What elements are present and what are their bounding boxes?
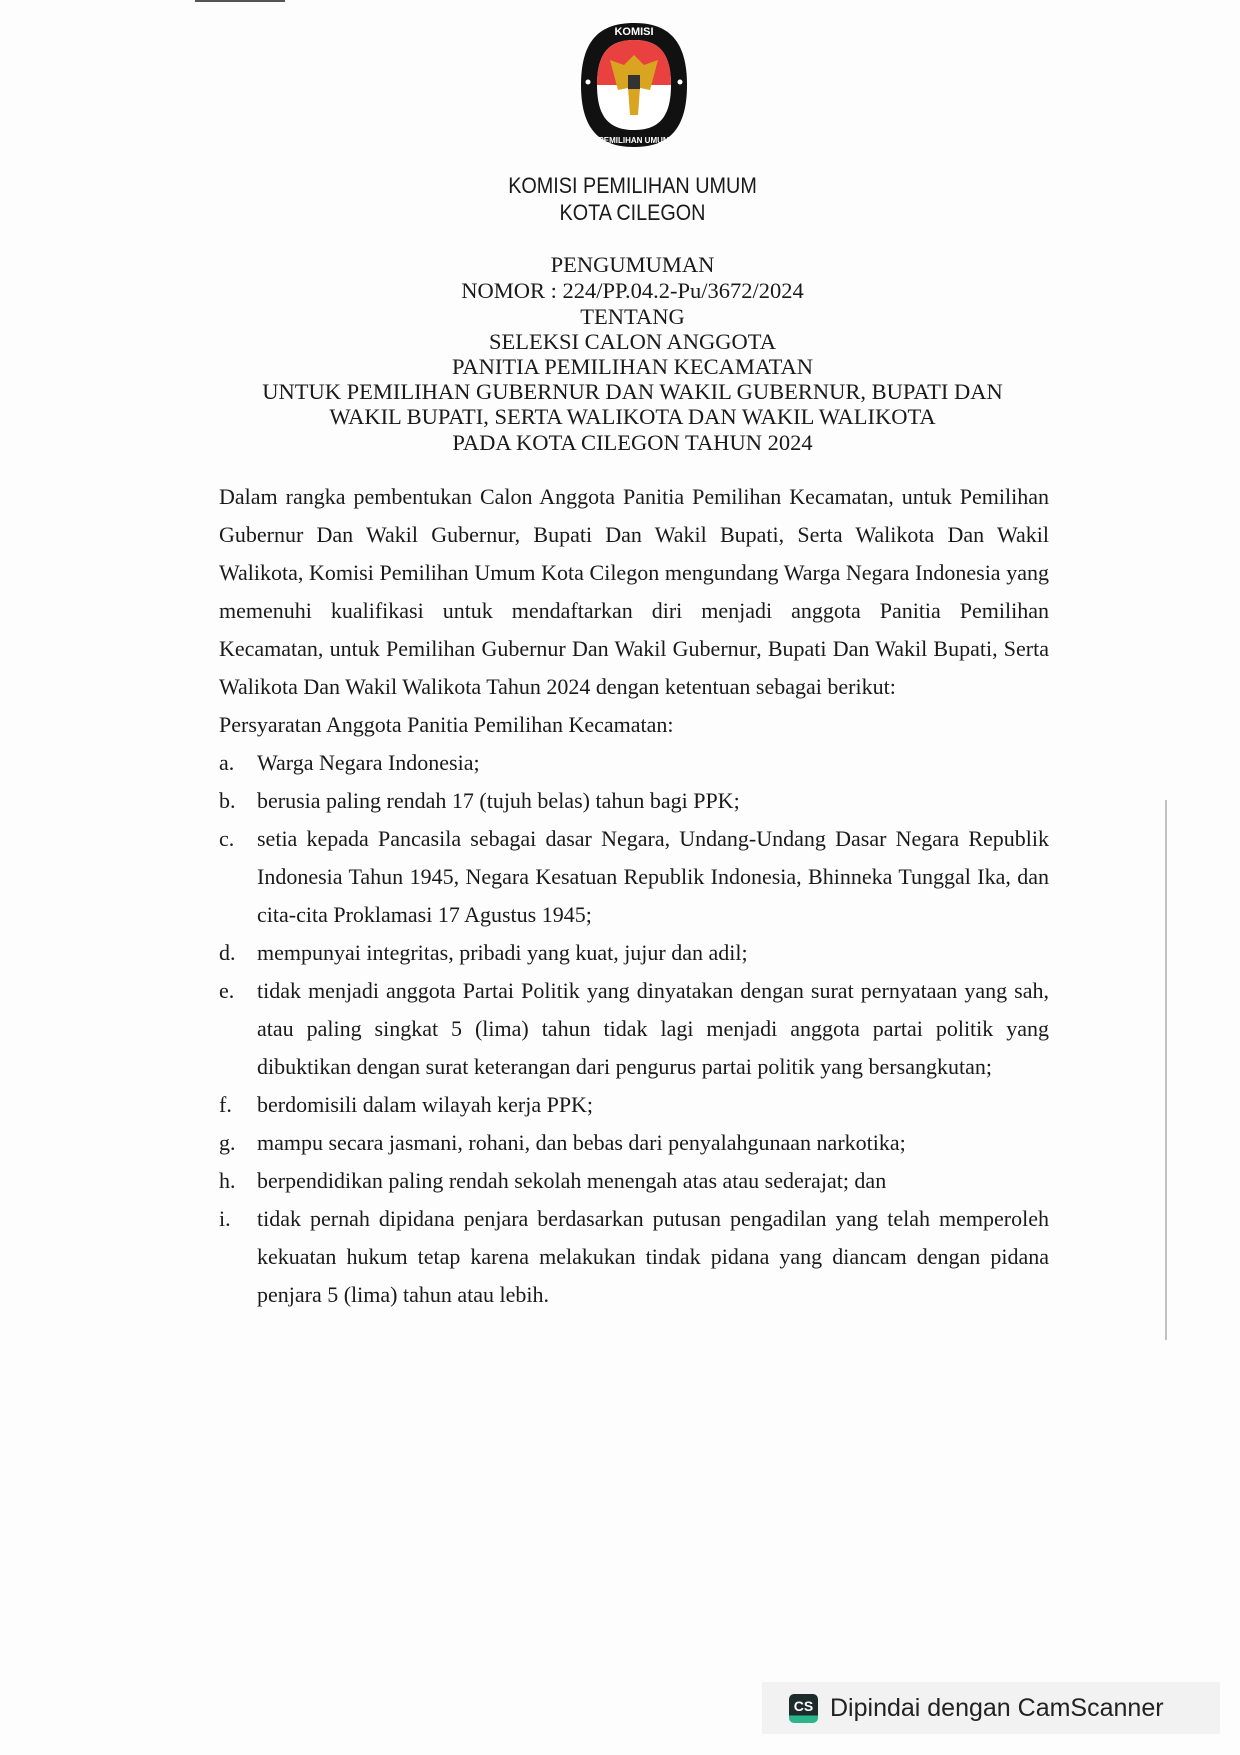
list-item: c. setia kepada Pancasila sebagai dasar Negara, Undang-Undang Dasar Negara Republik Indonesia Tahun 1945, Negara Kesatuan Republik Indonesia, Bhinneka Tunggal Ika, dan cita-cita Proklamasi 17 Agustus 1945;: [219, 826, 1049, 927]
logo-text-top: KOMISI: [614, 26, 654, 38]
list-item: e. tidak menjadi anggota Partai Politik yang dinyatakan dengan surat pernyataan yang sah, atau paling singkat 5 (lima) tahun tidak lagi menjadi anggota partai politik yang dibuktikan dengan surat keterangan dari pengurus partai politik yang bersangkutan;: [219, 978, 1049, 1079]
camscanner-icon: CS: [789, 1694, 818, 1723]
camscanner-watermark: [762, 1682, 1220, 1734]
camscanner-text: Dipindai dengan CamScanner: [830, 1693, 1164, 1722]
logo-text-bottom: PEMILIHAN UMUM: [598, 136, 670, 145]
document-body: [219, 478, 1049, 1314]
scan-edge-mark: [195, 0, 285, 2]
list-item: b. berusia paling rendah 17 (tujuh belas) tahun bagi PPK;: [219, 788, 740, 813]
doc-subject-line: SELEKSI CALON ANGGOTA: [489, 329, 776, 354]
requirements-list: [219, 744, 1049, 1314]
list-item: g. mampu secara jasmani, rohani, dan bebas dari penyalahgunaan narkotika;: [219, 1130, 906, 1155]
org-name: KOMISI PEMILIHAN UMUM: [508, 173, 757, 198]
doc-subject-line: WAKIL BUPATI, SERTA WALIKOTA DAN WAKIL WALIKOTA: [329, 404, 936, 429]
list-item: h. berpendidikan paling rendah sekolah menengah atas atau sederajat; dan: [219, 1168, 887, 1193]
doc-subject-line: PANITIA PEMILIHAN KECAMATAN: [451, 354, 814, 379]
scan-margin-line: [1165, 800, 1167, 1340]
list-item: a. Warga Negara Indonesia;: [219, 750, 480, 775]
doc-subject-line: UNTUK PEMILIHAN GUBERNUR DAN WAKIL GUBERNUR, BUPATI DAN: [262, 379, 1003, 404]
doc-number: NOMOR : 224/PP.04.2-Pu/3672/2024: [461, 278, 804, 303]
list-item: d. mempunyai integritas, pribadi yang kuat, jujur dan adil;: [219, 940, 748, 965]
kpu-logo: [578, 20, 690, 150]
doc-subject-line: PADA KOTA CILEGON TAHUN 2024: [452, 430, 813, 455]
list-item: f. berdomisili dalam wilayah kerja PPK;: [219, 1092, 594, 1117]
org-city: KOTA CILEGON: [559, 200, 706, 225]
doc-title: PENGUMUMAN: [550, 252, 715, 277]
list-item: i. tidak pernah dipidana penjara berdasarkan putusan pengadilan yang telah memperoleh kekuatan hukum tetap karena melakukan tindak pidana yang diancam dengan pidana penjara 5 (lima) tahun atau lebih.: [219, 1206, 1049, 1307]
intro-paragraph: Dalam rangka pembentukan Calon Anggota Panitia Pemilihan Kecamatan, untuk Pemilihan Gubernur Dan Wakil Gubernur, Bupati Dan Wakil Bupati, Serta Walikota Dan Wakil Walikota, Komisi Pemilihan Umum Kota Cilegon mengundang Warga Negara Indonesia yang memenuhi kualifikasi untuk mendaftarkan diri menjadi anggota Panitia Pemilihan Kecamatan, untuk Pemilihan Gubernur Dan Wakil Gubernur, Bupati Dan Wakil Bupati, Serta Walikota Dan Wakil Walikota Tahun 2024 dengan ketentuan sebagai berikut:: [219, 484, 1049, 699]
requirements-heading: Persyaratan Anggota Panitia Pemilihan Kecamatan:: [219, 712, 674, 737]
doc-about: TENTANG: [580, 304, 685, 329]
